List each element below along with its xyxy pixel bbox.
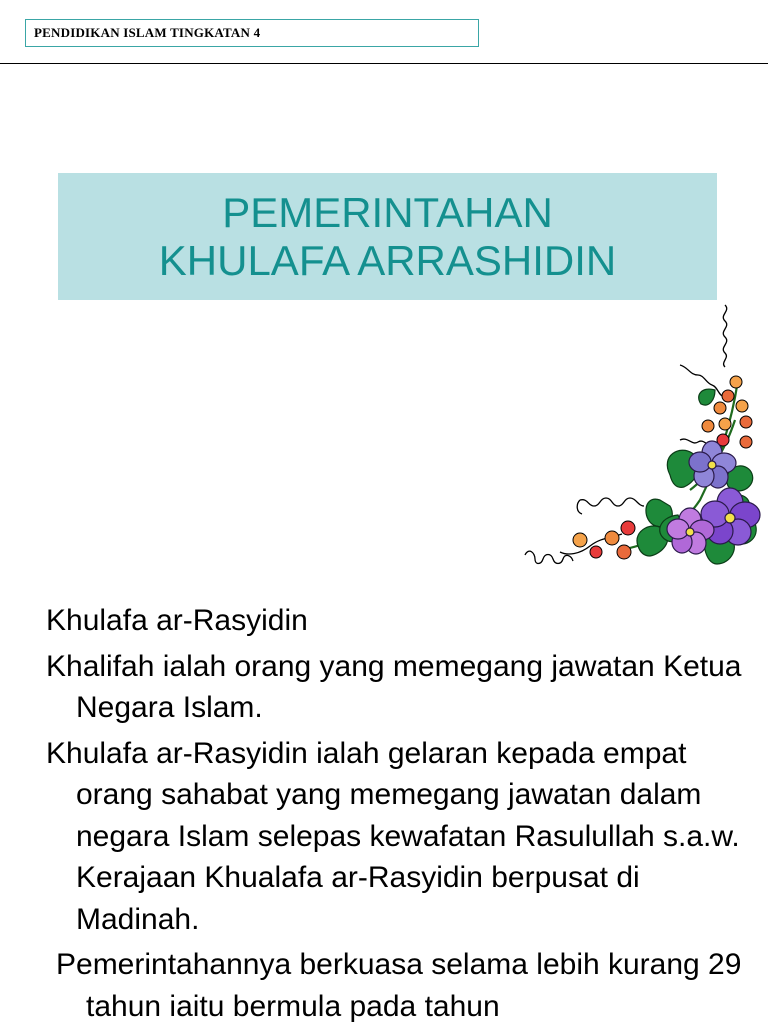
paragraph-2: Khalifah ialah orang yang memegang jawatan Ketua Negara Islam.	[46, 649, 742, 724]
header-title-box	[25, 19, 479, 47]
header-divider	[0, 63, 768, 64]
paragraph-3: Khulafa ar-Rasyidin ialah gelaran kepada empat orang sahabat yang memegang jawatan dalam negara Islam selepas kewafatan Rasulullah s.a.w. Kerajaan Khualafa ar-Rasyidin berpusat di Madinah.	[46, 736, 740, 936]
title-line-2: KHULAFA ARRASHIDIN	[158, 236, 617, 284]
paragraph-1: Khulafa ar-Rasyidin	[46, 604, 308, 637]
flower-corner-icon	[520, 300, 765, 580]
paragraph-4: Pemerintahannya berkuasa selama lebih kurang 29 tahun iaitu bermula pada tahun	[56, 948, 742, 1023]
title-line-1: PEMERINTAHAN	[222, 188, 553, 236]
header-label: PENDIDIKAN ISLAM TINGKATAN 4	[34, 25, 261, 40]
title-banner	[58, 173, 717, 300]
body-content	[46, 600, 746, 1031]
